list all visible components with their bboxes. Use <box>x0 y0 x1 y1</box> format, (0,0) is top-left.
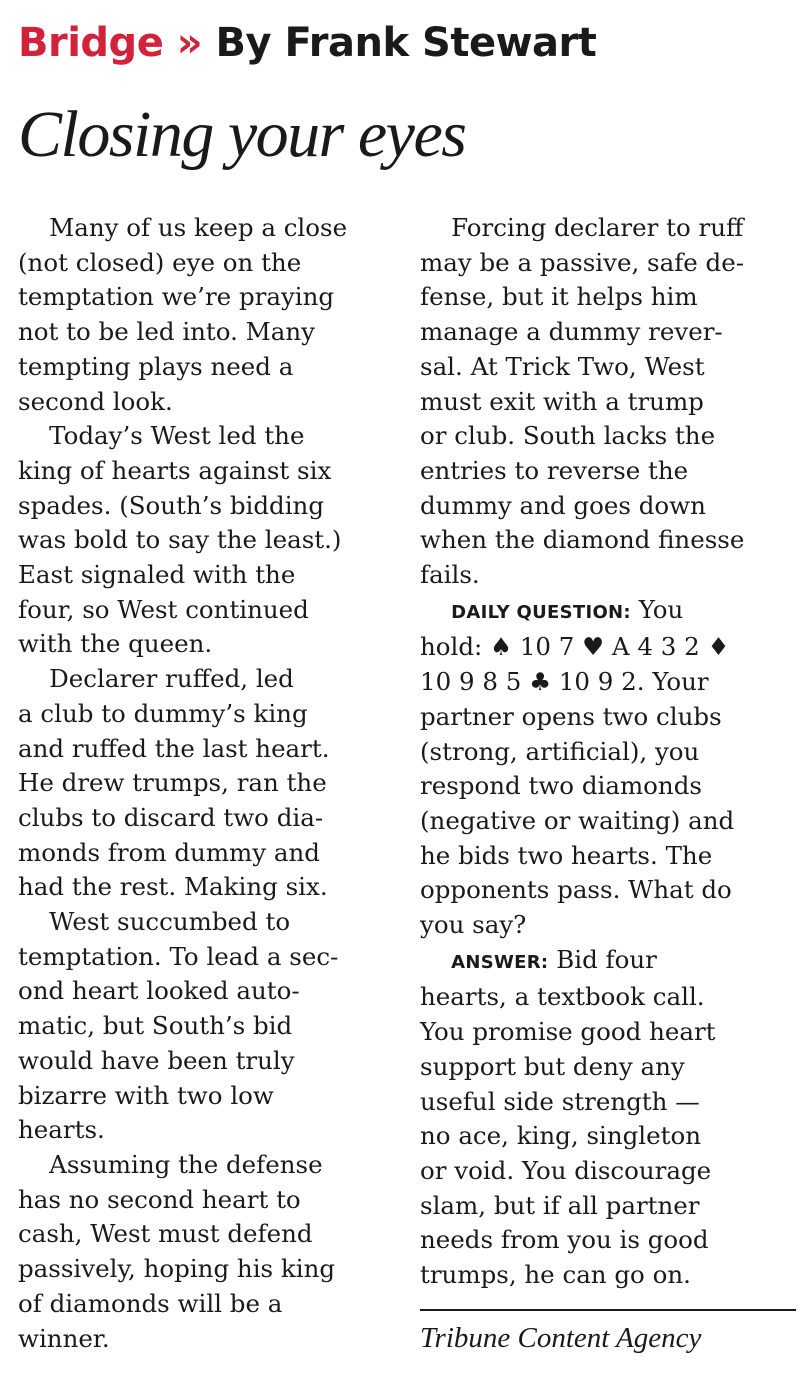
text-line: partner opens two clubs <box>420 701 722 731</box>
text-line: hearts, a textbook call. <box>420 982 705 1012</box>
text-line: (negative or waiting) and <box>420 805 735 835</box>
text-line: He drew trumps, ran the <box>18 768 327 798</box>
text-line: passively, hoping his king <box>18 1254 336 1284</box>
credit: Tribune Content Agency <box>420 1322 702 1354</box>
text-line: trumps, he can go on. <box>420 1260 691 1290</box>
column-right-intro <box>420 211 800 593</box>
text-line: matic, but South’s bid <box>18 1011 293 1041</box>
daily-question-start: You <box>630 594 684 624</box>
text-line: temptation we’re praying <box>18 282 335 312</box>
text-line: spades. (South’s bidding <box>18 490 325 520</box>
text-line: opponents pass. What do <box>420 875 732 905</box>
text-line: with the queen. <box>18 629 213 659</box>
text-line: second look. <box>18 386 173 416</box>
answer-text <box>420 980 800 1292</box>
divider <box>420 1309 796 1311</box>
text-line: hearts. <box>18 1115 105 1145</box>
answer-start: Bid four <box>548 944 657 974</box>
section-label: Bridge » <box>18 20 203 66</box>
text-line: would have been truly <box>18 1045 295 1075</box>
text-line: tempting plays need a <box>18 351 294 381</box>
text-line: not to be led into. Many <box>18 317 315 347</box>
column-right <box>420 211 800 1293</box>
text-line: was bold to say the least.) <box>18 525 342 555</box>
daily-question-label: DAILY QUESTION: <box>451 601 631 623</box>
text-line: winner. <box>18 1323 110 1353</box>
text-line: needs from you is good <box>420 1225 709 1255</box>
text-line: no ace, king, singleton <box>420 1121 702 1151</box>
text-line: Many of us keep a close <box>18 213 348 242</box>
text-line: useful side strength — <box>420 1086 700 1116</box>
text-line: (strong, artificial), you <box>420 736 700 766</box>
text-line: when the diamond finesse <box>420 525 745 555</box>
text-line: must exit with a trump <box>420 386 704 416</box>
text-line: four, so West continued <box>18 594 309 624</box>
text-line: fails. <box>420 560 480 590</box>
text-line: and ruffed the last heart. <box>18 733 330 763</box>
text-line: of diamonds will be a <box>18 1288 283 1318</box>
text-line: Assuming the defense <box>18 1149 323 1179</box>
text-line: temptation. To lead a sec- <box>18 941 339 971</box>
article-title: Closing your eyes <box>18 98 466 171</box>
text-line: king of hearts against six <box>18 455 332 485</box>
text-line: fense, but it helps him <box>420 282 698 312</box>
text-line: hold: ♠ 10 7 ♥ A 4 3 2 ♦ <box>420 632 730 662</box>
text-line: slam, but if all partner <box>420 1190 700 1220</box>
daily-question-first-line <box>420 593 800 631</box>
text-line: West succumbed to <box>18 907 291 937</box>
text-line: he bids two hearts. The <box>420 840 713 870</box>
text-line: Declarer ruffed, led <box>18 664 294 694</box>
answer-label: ANSWER: <box>451 951 549 973</box>
text-line: or void. You discourage <box>420 1155 712 1185</box>
text-line: Forcing declarer to ruff <box>420 213 744 242</box>
text-line: you say? <box>420 910 527 940</box>
text-line: clubs to discard two dia- <box>18 802 324 832</box>
text-line: respond two diamonds <box>420 771 702 801</box>
answer-first-line <box>420 943 800 981</box>
text-line: a club to dummy’s king <box>18 698 308 728</box>
text-line: support but deny any <box>420 1051 685 1081</box>
text-line: has no second heart to <box>18 1184 301 1214</box>
text-line: or club. South lacks the <box>420 421 716 451</box>
text-line: dummy and goes down <box>420 490 706 520</box>
daily-question-text <box>420 630 800 942</box>
text-line: cash, West must defend <box>18 1219 313 1249</box>
text-line: bizarre with two low <box>18 1080 274 1110</box>
text-line: Today’s West led the <box>18 421 305 451</box>
text-line: manage a dummy rever- <box>420 317 723 347</box>
text-line: East signaled with the <box>18 560 296 590</box>
column-left <box>18 211 398 1356</box>
byline: By Frank Stewart <box>215 20 597 66</box>
text-line: monds from dummy and <box>18 837 320 867</box>
text-line: entries to reverse the <box>420 455 689 485</box>
text-line: You promise good heart <box>420 1017 716 1047</box>
text-line: 10 9 8 5 ♣ 10 9 2. Your <box>420 667 709 697</box>
text-line: sal. At Trick Two, West <box>420 351 705 381</box>
text-line: had the rest. Making six. <box>18 872 328 902</box>
text-line: (not closed) eye on the <box>18 247 302 277</box>
text-line: ond heart looked auto- <box>18 976 300 1006</box>
header <box>18 20 596 66</box>
text-line: may be a passive, safe de- <box>420 247 745 277</box>
